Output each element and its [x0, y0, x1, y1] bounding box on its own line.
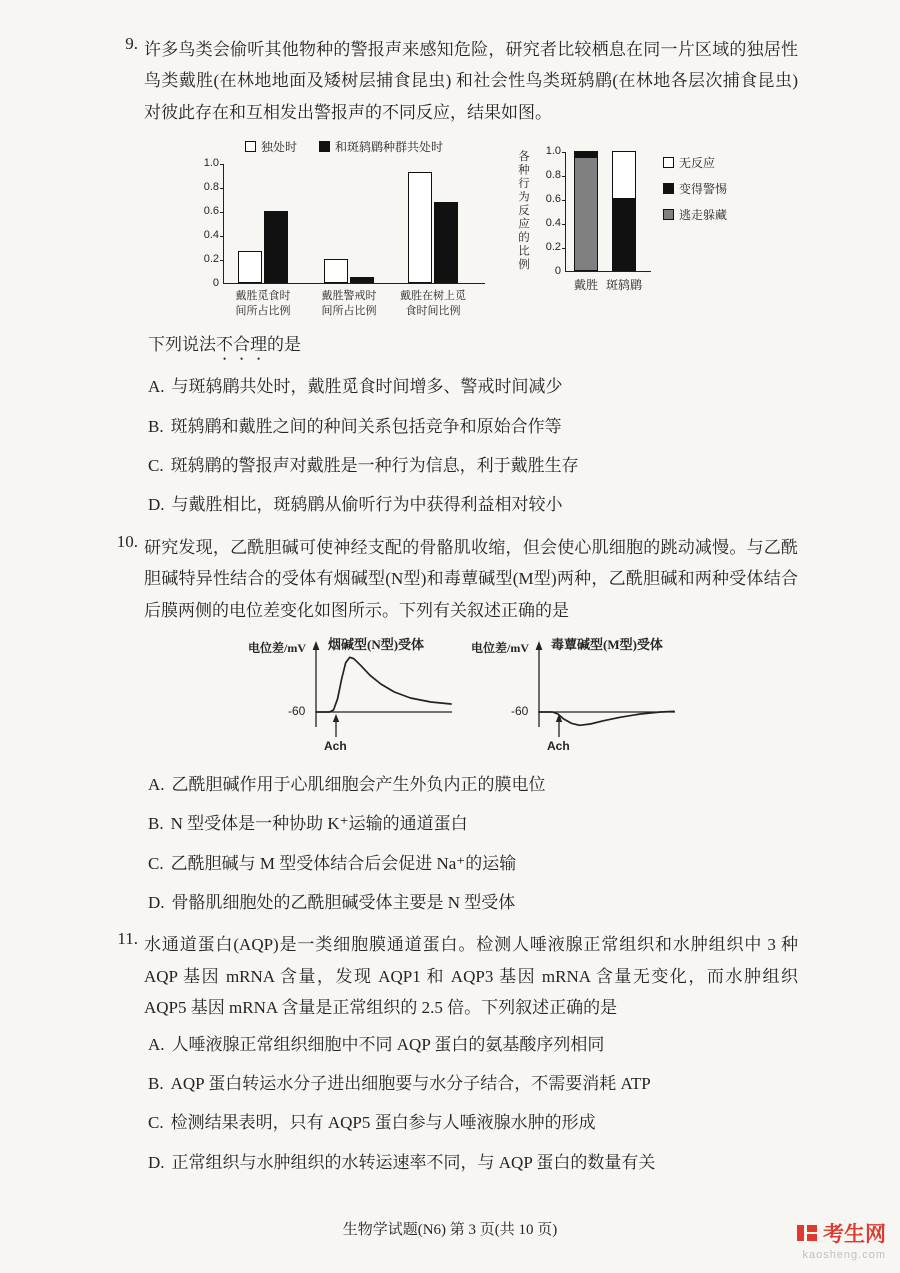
q10-option-a-label: A.: [148, 775, 165, 794]
q9-grouped-bar-chart: [183, 138, 505, 318]
legend-label: 和斑鸫鹛种群共处时: [335, 139, 444, 154]
y-tick-mark: [220, 212, 224, 213]
y-tick-label: 0.6: [545, 193, 561, 206]
q11-option-a-label: A.: [148, 1034, 165, 1054]
kaosheng-url: kaosheng.com: [802, 1249, 886, 1261]
stacked-bar-segment: [612, 199, 636, 271]
legend-item: [663, 206, 727, 223]
y-tick-label: 0.2: [203, 253, 219, 266]
question-10: [108, 532, 798, 917]
y-tick-mark: [220, 260, 224, 261]
q10-m-title: 毒蕈碱型(M型)受体: [551, 637, 663, 652]
y-tick-label: 0.8: [203, 181, 219, 194]
q10-m-annotation: Ach: [547, 739, 570, 753]
kaosheng-logo-icon: [796, 1222, 818, 1244]
stacked-bar-segment: [612, 151, 636, 199]
legend-label: 独处时: [261, 139, 298, 154]
question-9-prompt: [148, 330, 798, 364]
y-tick-mark: [220, 188, 224, 189]
question-9-stem: 许多鸟类会偷听其他物种的警报声来感知危险，研究者比较栖息在同一片区域的独居性鸟类戴胜(在林地地面及矮树层捕食昆虫) 和社会性鸟类斑鸫鹛(在林地各层次捕食昆虫)对彼此存在和互相发出警报声的不同反应，结果如图。: [144, 40, 798, 122]
q11-option-c: [148, 1110, 798, 1136]
category-label: 戴胜觅食时 间所占比例: [235, 290, 291, 318]
q10-m-ylabel: 电位差/mV: [471, 641, 529, 655]
q11-option-a-text: 人唾液腺正常组织细胞中不同 AQP 蛋白的氨基酸序列相同: [171, 1034, 605, 1054]
page-footer: 生物学试题(N6) 第 3 页(共 10 页): [342, 1222, 558, 1238]
q10-option-d-label: D.: [148, 893, 165, 913]
q10-n-title: 烟碱型(N型)受体: [328, 637, 425, 652]
question-9-figure: [183, 138, 798, 324]
q9-option-b-text: 斑鸫鹛和戴胜之间的种间关系包括竞争和原始合作等: [170, 416, 562, 436]
kaosheng-watermark: [796, 1218, 886, 1261]
legend-label: 无反应: [679, 156, 716, 171]
question-11: [108, 929, 798, 1176]
question-10-number: 10.: [116, 531, 138, 551]
q10-n-ylabel: 电位差/mV: [248, 641, 306, 655]
q9-stacked-bar-chart: [515, 138, 728, 293]
q9-option-a-text: 与斑鸫鹛共处时，戴胜觅食时间增多、警戒时间减少: [171, 377, 563, 397]
q10-plot-n: [248, 634, 455, 760]
question-9-options: [148, 374, 798, 518]
y-tick-label: 0.4: [203, 229, 219, 242]
y-tick-label: 1.0: [203, 157, 219, 170]
bar: [238, 251, 262, 283]
q10-option-d: [148, 890, 798, 916]
q9-option-d-label: D.: [148, 495, 165, 515]
q10-option-c-label: C.: [148, 853, 164, 873]
legend-label: 逃走躲藏: [679, 208, 728, 223]
q11-option-c-label: C.: [148, 1113, 164, 1133]
q10-option-a-text: 乙酰胆碱作用于心肌细胞会产生外负内正的膜电位: [171, 775, 546, 794]
q10-n-baseline-label: -60: [288, 704, 306, 718]
q9-option-d: [148, 492, 798, 518]
q11-option-b: [148, 1071, 798, 1097]
q9-option-d-text: 与戴胜相比，斑鸫鹛从偷听行为中获得利益相对较小: [171, 495, 563, 515]
bar: [264, 211, 288, 283]
category-label: 戴胜在树上觅 食时间比例: [400, 290, 466, 318]
q10-option-c-text: 乙酰胆碱与 M 型受体结合后会促进 Na⁺的运输: [170, 853, 517, 873]
q11-option-d: [148, 1150, 798, 1176]
question-10-stem: 研究发现，乙酰胆碱可使神经支配的骨骼肌收缩，但会使心肌细胞的跳动减慢。与乙酰胆碱特异性结合的受体有烟碱型(N型)和毒蕈碱型(M型)两种，乙酰胆碱和两种受体结合后膜两侧的电位差变化如图所示。下列有关叙述正确的是: [144, 537, 798, 620]
y-tick-label: 0.4: [545, 217, 561, 230]
bar: [350, 277, 374, 283]
y-tick-mark: [562, 248, 566, 249]
y-tick-mark: [220, 236, 224, 237]
y-tick-label: 0.2: [545, 241, 561, 254]
bar: [408, 172, 432, 284]
legend-swatch: [319, 141, 330, 152]
legend-item: [663, 180, 727, 197]
q9-prompt-emphasis: 不合理: [216, 335, 267, 355]
q9-stacked-bar-ylabel: 各种行为反应的比例: [517, 150, 529, 272]
q11-option-c-text: 检测结果表明，只有 AQP5 蛋白参与人唾液腺水肿的形成: [170, 1113, 596, 1133]
q9-option-c: [148, 453, 798, 479]
q9-option-b-label: B.: [148, 416, 164, 436]
y-tick-mark: [220, 164, 224, 165]
legend-label: 变得警惕: [679, 182, 728, 197]
q11-option-b-text: AQP 蛋白转运水分子进出细胞要与水分子结合，不需要消耗 ATP: [170, 1074, 651, 1094]
q11-option-b-label: B.: [148, 1074, 164, 1094]
y-tick-label: 0: [554, 265, 561, 278]
q10-m-baseline-label: -60: [511, 704, 529, 718]
question-11-number: 11.: [117, 929, 138, 949]
legend-swatch: [663, 157, 674, 168]
kaosheng-title: 考生网: [823, 1223, 886, 1246]
q9-option-c-text: 斑鸫鹛的警报声对戴胜是一种行为信息，利于戴胜生存: [170, 456, 579, 475]
y-tick-mark: [562, 152, 566, 153]
q9-option-b: [148, 414, 798, 440]
y-tick-mark: [562, 224, 566, 225]
question-10-figure: [248, 634, 798, 760]
q10-option-d-text: 骨骼肌细胞处的乙酰胆碱受体主要是 N 型受体: [171, 893, 516, 913]
q9-stacked-bar-legend: [663, 154, 727, 284]
q11-option-d-label: D.: [148, 1152, 165, 1172]
bar: [324, 259, 348, 283]
q9-grouped-bar-legend: [245, 138, 505, 154]
q11-option-d-text: 正常组织与水肿组织的水转运速率不同，与 AQP 蛋白的数量有关: [171, 1152, 656, 1172]
y-tick-label: 1.0: [545, 145, 561, 158]
category-label: 戴胜: [573, 278, 598, 293]
q10-option-b: [148, 811, 798, 837]
legend-swatch: [663, 183, 674, 194]
y-tick-label: 0.8: [545, 169, 561, 182]
y-tick-mark: [562, 200, 566, 201]
legend-item: [245, 138, 297, 155]
q9-prompt-pre: 下列说法: [148, 335, 216, 355]
question-11-options: [148, 1032, 798, 1176]
category-label: 戴胜警戒时 间所占比例: [321, 290, 377, 318]
question-11-stem: 水通道蛋白(AQP)是一类细胞膜通道蛋白。检测人唾液腺正常组织和水肿组织中 3 种 AQP 基因 mRNA 含量，发现 AQP1 和 AQP3 基因 mRNA 含量无变化，而水肿组织 AQP5 基因 mRNA 含量是正常组织的 2.5 倍。下列叙述正确的是: [144, 935, 798, 1018]
bar: [434, 202, 458, 284]
q9-prompt-post: 的是: [267, 335, 301, 355]
q10-n-annotation: Ach: [324, 739, 347, 753]
legend-swatch: [245, 141, 256, 152]
stacked-bar-segment: [574, 151, 598, 157]
q9-option-a-label: A.: [148, 377, 165, 397]
q9-grouped-bar-plot: [203, 157, 485, 318]
category-label: 斑鸫鹛: [605, 278, 642, 293]
y-tick-mark: [562, 176, 566, 177]
q10-plot-m: [471, 634, 678, 760]
q10-option-a: [148, 772, 798, 798]
q10-option-c: [148, 851, 798, 877]
y-tick-label: 0: [212, 277, 219, 290]
q10-option-b-text: N 型受体是一种协助 K⁺运输的通道蛋白: [170, 814, 468, 834]
q9-stacked-bar-plot: [545, 145, 651, 293]
legend-item: [319, 138, 443, 155]
stacked-bar-segment: [574, 157, 598, 271]
q9-option-c-label: C.: [148, 456, 164, 475]
legend-item: [663, 154, 727, 171]
q11-option-a: [148, 1032, 798, 1058]
q10-option-b-label: B.: [148, 814, 164, 834]
question-9-number: 9.: [125, 34, 138, 53]
legend-swatch: [663, 209, 674, 220]
question-9: [108, 34, 798, 519]
q9-option-a: [148, 374, 798, 400]
y-tick-label: 0.6: [203, 205, 219, 218]
question-10-options: [148, 772, 798, 916]
